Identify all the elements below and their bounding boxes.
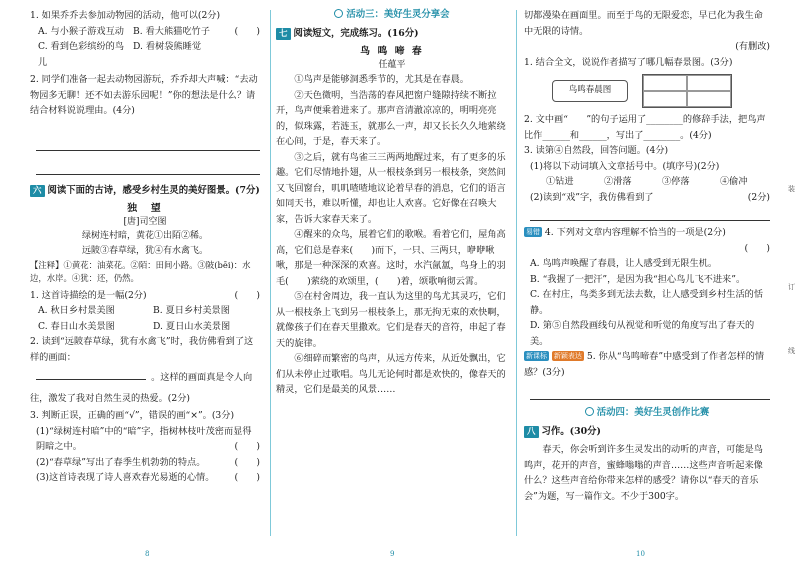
answer-line[interactable] — [530, 207, 770, 221]
paragraph: ④醒来的众鸟，展着它们的歌喉。看着它们，屋角高高，它们总是春来( )而下，一只、三两只，咿咿啾啾，那是一种深深的欢喜。这时，水汽氤氲，鸟身上的羽毛( )萦绕的欢颂里，( )着，颂歌响彻云霄。 — [276, 229, 506, 287]
tag-badge: 新颖表达 — [553, 352, 582, 360]
left-column — [0, 0, 268, 566]
q1b-text: 1. 这首诗描绘的是一幅(2分) ( ) — [30, 288, 260, 304]
judge-item: (2)“春草绿”写出了春季生机勃勃的特点。 ( ) — [30, 455, 260, 471]
q1-text: 1. 结合全文，说说作者描写了哪几幅春景图。(3分) — [524, 56, 733, 68]
answer-line[interactable] — [36, 370, 146, 380]
column-divider — [516, 10, 517, 536]
section-8-header — [524, 425, 770, 439]
page-number: 10 — [636, 550, 645, 558]
section-title: 习作。(30分) — [541, 426, 601, 437]
source-note: (有删改) — [735, 41, 770, 52]
answer-line[interactable] — [530, 386, 770, 400]
search-icon — [585, 407, 594, 416]
option-d[interactable]: D. 看树袋熊睡觉 — [133, 41, 202, 52]
q3-text: 3. 读第④自然段，回答问题。(4分) — [524, 145, 669, 156]
verb: ④偷冲 — [720, 176, 748, 187]
q3-1-text: (1)将以下动词填入文章括号中。(填序号)(2分) — [530, 160, 720, 172]
option-c[interactable]: C. 春日山水美景图 — [38, 320, 115, 332]
score: (2分) — [747, 191, 770, 203]
article-author: 任蕴平 — [378, 60, 406, 70]
answer-paren[interactable]: ( ) — [234, 289, 260, 301]
answer-paren[interactable]: ( ) — [234, 472, 260, 483]
verb: ②滑落 — [604, 176, 632, 187]
article-title: 鸟 鸣 啼 春 — [360, 46, 424, 57]
paragraph: ②天色微明，当浩荡的春风把窗户缝隙持续不断拉开，鸟声便乘着进来了。那声音清澈凉凉的，明明亮亮的，似珠露，若涟玉，就那么一声，却又长长久久地萦绕在心间，于是，春天来了。 — [276, 89, 506, 147]
paragraph: ①鸟声是能够洞悉季节的，尤其是在春晨。 — [294, 74, 469, 85]
binding-mark: 装 — [788, 185, 795, 193]
q4-paren[interactable]: ( ) — [744, 242, 770, 254]
section-6-header — [30, 184, 260, 198]
poem-line: 绿树连村暗，黄花①出陌②稀。 — [81, 230, 208, 241]
page-number: 8 — [145, 550, 150, 558]
column-divider — [270, 10, 271, 536]
option-a[interactable]: A. 鸟鸣声唤醒了春晨，让人感受到无限生机。 — [530, 258, 718, 269]
essay-prompt: 春天，你会听到许多生灵发出的动听的声音，可能是鸟鸣声，花开的声音，蜜蜂嗡嗡的声音……这些声音听起来像什么？这些声音给你带来怎样的感受？请你以“春天的音乐会”为题，写一篇作文。不少于300字。 — [524, 444, 763, 502]
option-b[interactable]: B. “我握了一把汗”，是因为我“担心鸟儿飞不进来”。 — [530, 273, 746, 285]
right-column — [518, 0, 800, 566]
option-d[interactable]: D. 第⑤自然段画线句从视觉和听觉的角度写出了春天的美。 — [530, 320, 755, 347]
option-c[interactable]: C. 在村庄，鸟类多到无法去数，让人感受到乡村生活的恬静。 — [530, 289, 764, 316]
answer-paren[interactable]: ( ) — [234, 25, 260, 37]
verb: ①钻进 — [546, 176, 574, 187]
verb: ③停落 — [662, 176, 690, 187]
answer-paren[interactable]: ( ) — [234, 441, 260, 452]
section-7-header — [276, 27, 508, 41]
option-b[interactable]: B. 看大熊猫吃竹子 — [133, 25, 210, 37]
option-a[interactable]: A. 秋日乡村景美图 — [38, 305, 115, 316]
judge-item: (3)这首诗表现了诗人喜欢春光易逝的心情。 ( ) — [30, 470, 260, 486]
tag-badge: 新课标 — [526, 352, 547, 360]
answer-grid[interactable] — [642, 74, 732, 108]
section-title: 阅读短文，完成练习。(16分) — [293, 28, 419, 39]
paragraph: ⑤在村舍周边，我一直认为这里的鸟尤其灵巧，它们从一根枝条上飞到另一根枝条上，那无拘无束的欢快啊，就像孩子们在春天里撒欢。它们是春天的音符，串起了春天的旋律。 — [276, 291, 506, 349]
option-d[interactable]: D. 夏日山水美景图 — [153, 320, 231, 332]
option-c[interactable]: C. 看到色彩缤纷的鸟儿 — [38, 41, 125, 68]
verb-options — [524, 174, 770, 190]
section-badge: 六 — [30, 185, 45, 197]
scene-diagram — [552, 74, 770, 108]
q2-text: 2. 文中画“ ”的句子运用了________的修辞手法，把鸟声比作______和______，写出了________。(4分) — [524, 114, 766, 141]
q1-options — [30, 24, 220, 71]
binding-mark: 订 — [788, 283, 795, 291]
page-number: 9 — [390, 550, 395, 558]
q4-text: 易错 4. 下列对文章内容理解不恰当的一项是(2分) — [526, 227, 726, 238]
q5-text: 新课标 新颖表达 5. 你从“鸟鸣啼春”中感受到了作者怎样的情感？(3分) — [524, 351, 765, 378]
q1-text: 1. 如果乔乔去参加动物园的活动，他可以(2分) ( ) — [30, 8, 260, 24]
q2b-text: 2. 读到“远陂春草绿，犹有水禽飞”时，我仿佛看到了这样的画面： — [30, 336, 254, 363]
activity-header: 活动三：美好生灵分享会 — [276, 8, 508, 22]
answer-paren[interactable]: ( ) — [234, 456, 260, 468]
judge-item: (1)“绿树连村暗”中的“暗”字，指树林枝叶茂密而显得阴暗之中。 ( ) — [30, 424, 260, 455]
option-a[interactable]: A. 与小猴子游戏互动 — [38, 25, 124, 37]
paragraph: ⑥细碎而繁密的鸟声，从远方传来，从近处飘出，它们从未停止过歌唱。鸟儿无论何时都是欢快的，像春天的精灵，它们是最美的风景…… — [276, 353, 506, 395]
option-b[interactable]: B. 夏日乡村美景图 — [153, 305, 230, 316]
poem-author: [唐]司空图 — [123, 216, 167, 227]
section-badge: 七 — [276, 28, 291, 40]
intro-text: 切都漫染在画面里。而至于鸟的无限爱恋，早已化为我生命中无限的诗情。 — [524, 10, 763, 37]
answer-line[interactable] — [36, 161, 260, 175]
activity-header: 活动四：美好生灵创作比赛 — [524, 406, 770, 420]
q1b-options — [30, 303, 260, 334]
q3b-text: 3. 判断正误，正确的画“√”，错误的画“×”。(3分) — [30, 410, 235, 421]
scene-box-label: 鸟鸣春晨图 — [552, 80, 628, 102]
poem-note: 【注释】①黄花：油菜花。②陌：田间小路。③陂(bēi)：水边，水岸。④犹：还，仍然。 — [30, 259, 251, 283]
poem-title: 独 望 — [127, 202, 163, 214]
binding-mark: 线 — [788, 347, 795, 355]
q2-text: 2. 同学们准备一起去动物园游玩，乔乔却大声喊：“去动物园多无聊！还不如去游乐园呢！”你的想法是什么？请结合材料说说理由。(4分) — [30, 74, 258, 116]
q3-2-text: (2)读到“戏”字，我仿佛看到了 (2分) — [524, 190, 770, 206]
tag-badge: 易错 — [526, 228, 540, 236]
q2b-cont: 。这样的画面真是令人向往，激发了我对自然生灵的热爱。(2分) — [30, 372, 253, 404]
answer-line[interactable] — [36, 137, 260, 151]
section-badge: 八 — [524, 426, 539, 438]
poem-line: 远陂③春草绿，犹④有水禽飞。 — [81, 245, 208, 256]
search-icon — [334, 9, 343, 18]
middle-column — [272, 0, 514, 566]
section-title: 阅读下面的古诗，感受乡村生灵的美好图景。(7分) — [47, 184, 260, 196]
paragraph: ③之后，就有鸟雀三三两两地醒过来，有了更多的乐趣。它们尽情地扑翅，从一根枝条到另一根枝条，突然间又飞回窗台，叽叽喳喳地议论着早春的消息，它们的语言如同天书，难以听懂，却也让人欢喜。它好像在召唤大家，告诉大家春天来了。 — [276, 151, 506, 225]
